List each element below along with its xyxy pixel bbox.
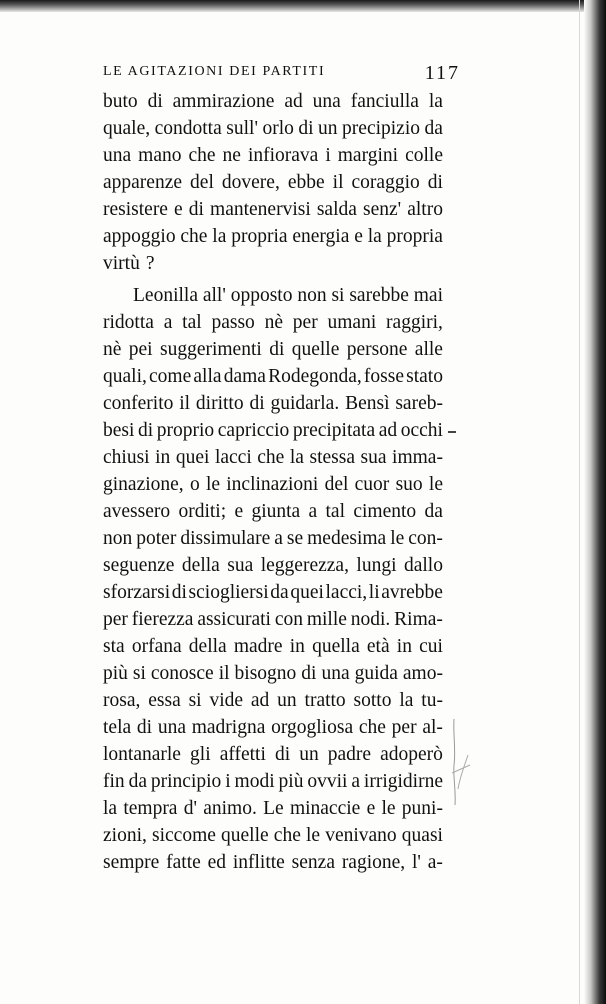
word: i — [325, 145, 331, 166]
word: un — [277, 690, 297, 711]
word: buto — [103, 91, 138, 112]
word: salda — [316, 199, 357, 220]
word: non — [297, 285, 327, 306]
word: imma- — [392, 447, 443, 468]
word: e — [366, 798, 376, 819]
word: una — [312, 91, 341, 112]
word: da — [128, 771, 147, 792]
text-line — [103, 444, 443, 471]
word: Leonilla — [133, 285, 198, 306]
word: più — [278, 771, 304, 792]
word: l' — [412, 852, 421, 873]
word: si — [331, 285, 345, 306]
word: di — [269, 339, 285, 360]
word: ragione, — [341, 852, 406, 873]
text-line — [103, 142, 443, 169]
word: all' — [202, 285, 226, 306]
word: quei — [175, 447, 210, 468]
text-line — [103, 525, 443, 552]
word: nodi. — [350, 609, 391, 630]
scan-right-edge — [584, 0, 606, 1004]
word: cuor — [354, 474, 390, 495]
word: età — [366, 636, 390, 657]
word: si — [188, 690, 202, 711]
word: opposto — [230, 285, 293, 306]
word: un — [299, 744, 319, 765]
word: a — [351, 771, 361, 792]
text-line — [103, 250, 443, 277]
word: quelle — [291, 339, 340, 360]
word: le — [205, 474, 221, 495]
word: che — [358, 717, 386, 738]
word: per — [292, 312, 318, 333]
word: animo. — [203, 798, 257, 819]
word: persone — [346, 339, 408, 360]
word: la — [428, 91, 443, 112]
word: resistere — [103, 199, 168, 220]
word: amo- — [402, 663, 443, 684]
word: dallo — [403, 555, 443, 576]
margin-mark — [448, 431, 456, 433]
word: che — [257, 447, 285, 468]
word: la — [212, 226, 227, 247]
word: guidarla. — [270, 393, 340, 414]
word: passo — [211, 312, 255, 333]
word: di — [188, 199, 204, 220]
word: una — [103, 145, 132, 166]
text-line — [103, 223, 443, 250]
word: Bensì — [345, 393, 390, 414]
word: sempre — [103, 852, 160, 873]
word: stessa — [309, 447, 355, 468]
word: senz' — [362, 199, 402, 220]
text-line — [103, 849, 443, 876]
text-line — [103, 88, 443, 115]
word: sciogliersi — [188, 582, 269, 603]
word: siccome — [152, 825, 216, 846]
word: alla — [193, 366, 222, 387]
word: stato — [406, 366, 443, 387]
word: apparenze — [103, 172, 183, 193]
word: assicurati — [197, 609, 271, 630]
word: dama — [223, 366, 266, 387]
word: sotto — [353, 690, 392, 711]
word: adoperò — [380, 744, 443, 765]
word: sareb- — [395, 393, 443, 414]
word: madrigna — [191, 717, 266, 738]
word: mai — [413, 285, 443, 306]
word: li — [368, 582, 380, 603]
text-line — [103, 363, 443, 390]
word: capriccio — [217, 420, 290, 441]
word: del — [324, 474, 349, 495]
text-line — [103, 687, 443, 714]
text-line — [103, 169, 443, 196]
word: ridotta — [103, 312, 154, 333]
word: margini — [337, 145, 399, 166]
text-line — [103, 336, 443, 363]
word: di — [301, 663, 317, 684]
word: altro — [407, 199, 443, 220]
word: quei — [290, 582, 324, 603]
word: di — [147, 91, 163, 112]
word: d' — [183, 798, 197, 819]
word: la — [289, 447, 304, 468]
word: rosa, — [103, 690, 141, 711]
word: ammirazione — [172, 91, 275, 112]
word: medesima — [307, 528, 387, 549]
word: il — [332, 172, 344, 193]
text-line — [103, 633, 443, 660]
word: che — [188, 145, 216, 166]
page-edge-line — [579, 0, 580, 1004]
handwritten-margin-mark — [448, 715, 478, 810]
text-line — [103, 606, 443, 633]
word: e — [354, 226, 363, 247]
word: per — [103, 609, 128, 630]
word: di — [249, 393, 265, 414]
text-line — [103, 552, 443, 579]
word: appoggio — [103, 226, 176, 247]
word: tempra — [123, 798, 178, 819]
word: quasi — [401, 825, 443, 846]
text-line — [103, 471, 443, 498]
word: fatte — [166, 852, 201, 873]
word: irrigidirne — [363, 771, 443, 792]
word: con — [274, 609, 303, 630]
word: umani — [327, 312, 377, 333]
word: se — [286, 528, 304, 549]
text-line — [103, 390, 443, 417]
word: di — [138, 420, 154, 441]
word: mantenervisi — [210, 199, 311, 220]
word: fin — [103, 771, 125, 792]
word: tal — [325, 501, 346, 522]
word: ? — [145, 253, 155, 274]
word: madre — [233, 636, 283, 657]
word: quelle — [221, 825, 269, 846]
word: condotta — [154, 118, 222, 139]
word: le — [428, 474, 443, 495]
word: lacci — [214, 447, 252, 468]
word: da — [424, 501, 443, 522]
word: e — [174, 199, 183, 220]
word: le — [305, 825, 321, 846]
word: raggiri, — [386, 312, 443, 333]
word: pei — [128, 339, 153, 360]
text-line — [103, 714, 443, 741]
word: ed — [207, 852, 227, 873]
word: mano — [138, 145, 182, 166]
word: fierezza — [131, 609, 194, 630]
word: venivano — [325, 825, 397, 846]
word: da — [424, 118, 443, 139]
word: modi — [234, 771, 275, 792]
word: suggerimenti — [159, 339, 262, 360]
word: precipitata — [292, 420, 376, 441]
word: leggerezza, — [260, 555, 349, 576]
word: alle — [414, 339, 443, 360]
word: Rima- — [394, 609, 443, 630]
word: ad — [378, 420, 398, 441]
word: inflitte — [232, 852, 285, 873]
word: della — [181, 555, 220, 576]
word: per — [391, 717, 417, 738]
word: da — [270, 582, 289, 603]
word: non — [103, 528, 133, 549]
word: un — [318, 118, 338, 139]
word: conferito — [103, 393, 174, 414]
word: della — [188, 636, 227, 657]
body-text — [103, 88, 443, 876]
word: sforzarsi — [103, 582, 171, 603]
word: sarebbe — [349, 285, 409, 306]
word: energia — [292, 226, 350, 247]
word: occhi — [400, 420, 443, 441]
word: una — [157, 717, 186, 738]
word: avessero — [103, 501, 171, 522]
word: e — [234, 501, 244, 522]
word: lungi — [356, 555, 397, 576]
text-line — [103, 498, 443, 525]
word: orlo — [262, 118, 294, 139]
word: tela — [103, 717, 132, 738]
word: a — [163, 312, 173, 333]
word: diritto — [195, 393, 244, 414]
word: quella — [312, 636, 360, 657]
word: a — [308, 501, 318, 522]
word: ginazione, — [103, 474, 184, 495]
word: ne — [222, 145, 241, 166]
word: in — [289, 636, 305, 657]
word: di — [136, 717, 153, 738]
word: in — [396, 636, 412, 657]
word: quale, — [103, 118, 151, 139]
text-line — [103, 741, 443, 768]
text-line — [103, 579, 443, 606]
word: bisogno — [234, 663, 297, 684]
text-line — [103, 822, 443, 849]
word: guida — [354, 663, 398, 684]
word: fosse — [363, 366, 404, 387]
word: del — [190, 172, 214, 193]
text-line — [103, 309, 443, 336]
word: coraggio — [351, 172, 420, 193]
word: mille — [306, 609, 347, 630]
word: vide — [209, 690, 244, 711]
word: dovere, — [221, 172, 280, 193]
word: conosce — [150, 663, 214, 684]
word: come — [149, 366, 192, 387]
word: di — [298, 118, 314, 139]
word: sua — [360, 447, 387, 468]
word: gli — [190, 744, 211, 765]
word: dissimulare — [180, 528, 271, 549]
word: ad — [284, 91, 303, 112]
word: sua — [227, 555, 254, 576]
word: di — [427, 172, 443, 193]
word: fanciulla — [350, 91, 419, 112]
page-number: 117 — [424, 62, 460, 84]
word: Rodegonda, — [268, 366, 362, 387]
word: la — [399, 690, 414, 711]
word: le — [381, 798, 396, 819]
word: nè — [103, 339, 122, 360]
text-line — [103, 196, 443, 223]
word: cimento — [353, 501, 417, 522]
word: lacci, — [325, 582, 368, 603]
word: tu- — [421, 690, 443, 711]
word: inclinazioni — [226, 474, 319, 495]
word: orfana — [131, 636, 182, 657]
word: cui — [419, 636, 443, 657]
word: il — [218, 663, 230, 684]
word: seguenze — [103, 555, 175, 576]
word: orditi; — [178, 501, 227, 522]
word: in — [155, 447, 171, 468]
word: infiorava — [247, 145, 319, 166]
text-line — [103, 282, 443, 309]
word: besi — [103, 420, 135, 441]
word: poter — [136, 528, 177, 549]
word: con- — [408, 528, 443, 549]
word: sull' — [226, 118, 258, 139]
word: avrebbe — [381, 582, 443, 603]
text-line — [103, 115, 443, 142]
word: principio — [150, 771, 222, 792]
word: il — [179, 393, 191, 414]
running-title: LE AGITAZIONI DEI PARTITI — [103, 64, 326, 79]
word: colle — [405, 145, 443, 166]
word: a — [274, 528, 283, 549]
text-line — [103, 768, 443, 795]
word: chiusi — [103, 447, 150, 468]
word: più — [103, 663, 128, 684]
word: ovvii — [307, 771, 348, 792]
text-line — [103, 795, 443, 822]
word: le — [390, 528, 405, 549]
word: i — [225, 771, 231, 792]
word: puni- — [401, 798, 443, 819]
word: o — [189, 474, 200, 495]
word: precipizio — [342, 118, 421, 139]
word: orgogliosa — [271, 717, 354, 738]
word: la — [103, 798, 118, 819]
word: tratto — [304, 690, 346, 711]
word: virtù — [103, 253, 140, 274]
word: suo — [395, 474, 423, 495]
word: che — [180, 226, 208, 247]
word: quali, — [103, 366, 147, 387]
word: affetti — [219, 744, 266, 765]
word: sta — [103, 636, 125, 657]
word: Le — [263, 798, 284, 819]
word: propria — [231, 226, 288, 247]
word: tal — [182, 312, 202, 333]
text-line — [103, 417, 443, 444]
word: nè — [264, 312, 283, 333]
word: di — [171, 582, 187, 603]
word: al- — [422, 717, 443, 738]
word: di — [274, 744, 291, 765]
word: si — [132, 663, 146, 684]
running-head — [103, 62, 460, 86]
word: una — [321, 663, 350, 684]
word: la — [367, 226, 382, 247]
word: che — [273, 825, 301, 846]
text-line — [103, 660, 443, 687]
word: ad — [250, 690, 270, 711]
word: essa — [148, 690, 181, 711]
word: giunta — [251, 501, 301, 522]
word: propria — [386, 226, 443, 247]
word: senza — [291, 852, 335, 873]
scan-top-edge — [0, 0, 606, 12]
word: a- — [427, 852, 443, 873]
word: zioni, — [103, 825, 147, 846]
word: minaccie — [289, 798, 361, 819]
word: proprio — [156, 420, 215, 441]
word: lontanarle — [103, 744, 181, 765]
word: padre — [327, 744, 372, 765]
word: ebbe — [287, 172, 325, 193]
